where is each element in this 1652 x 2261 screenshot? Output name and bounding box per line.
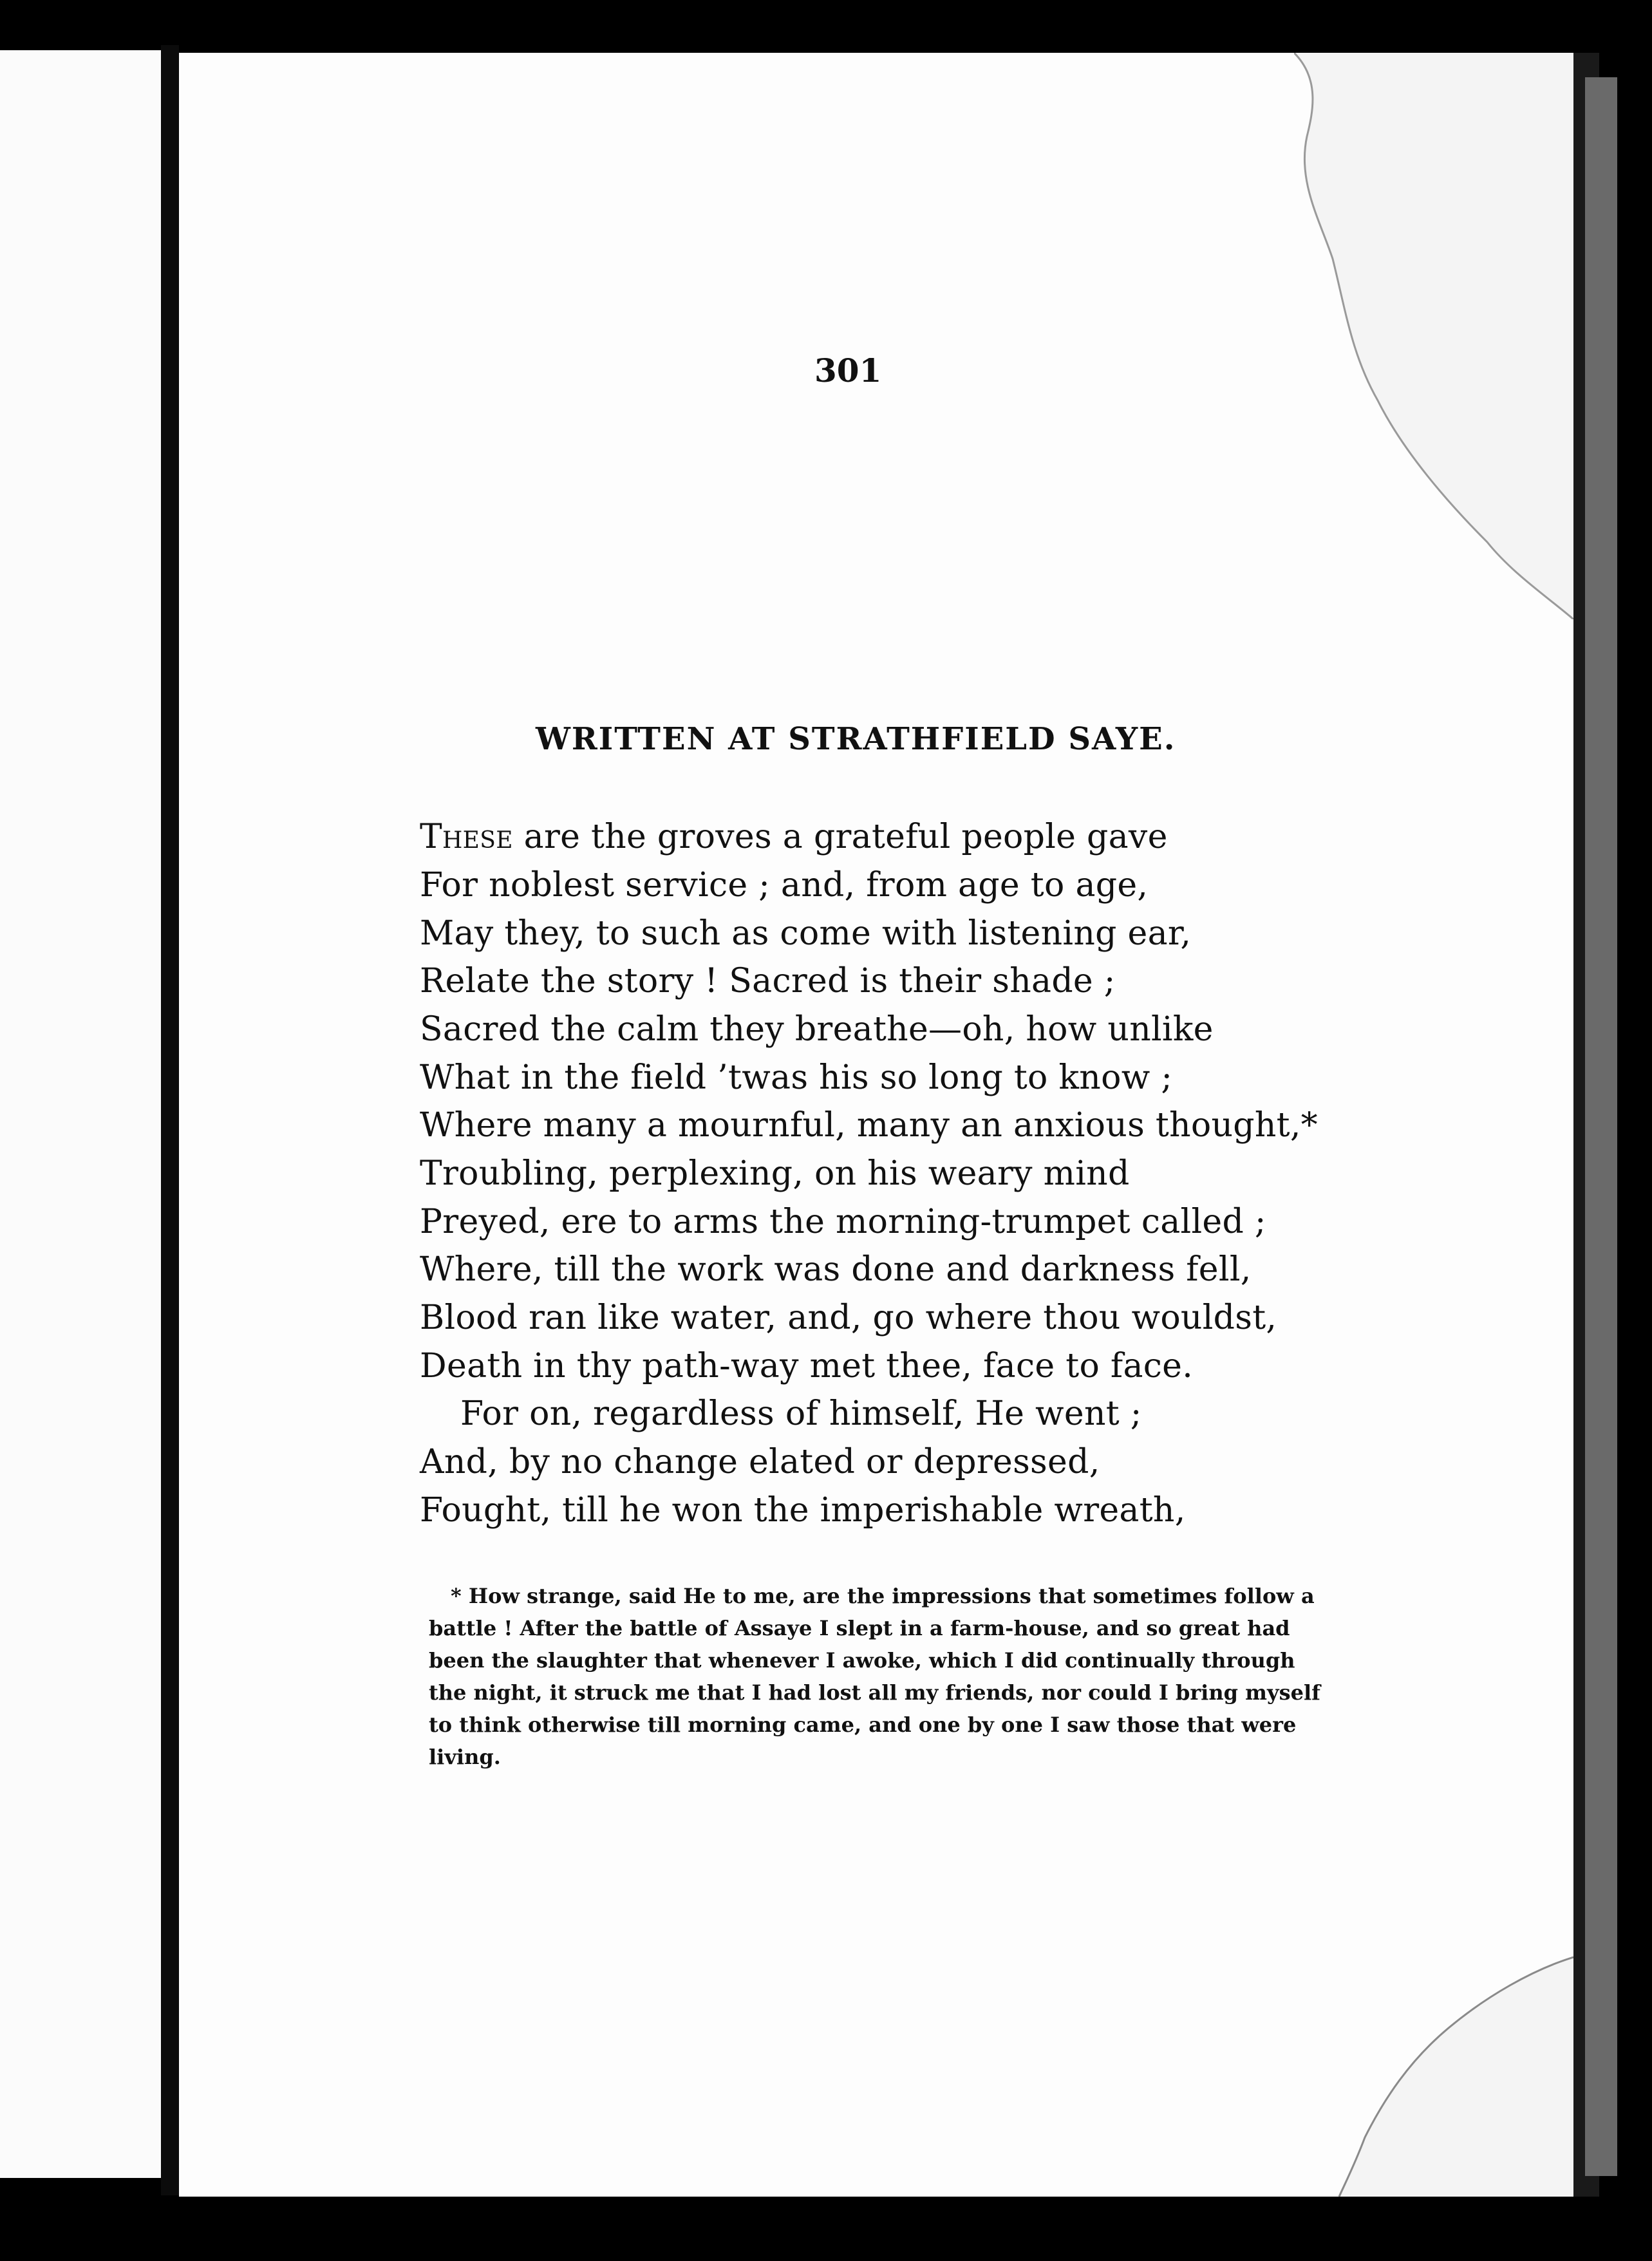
- poem-line: May they, to such as come with listening ear,: [420, 914, 1192, 953]
- book-gutter: [161, 45, 179, 2195]
- footnote-line: living.: [429, 1745, 501, 1769]
- poem-line: Where, till the work was done and darkness fell,: [420, 1250, 1252, 1289]
- poem-line: Relate the story ! Sacred is their shade ;: [420, 962, 1116, 1000]
- poem-first-word: These: [420, 818, 513, 856]
- poem-first-line-rest: are the groves a grateful people gave: [512, 818, 1168, 856]
- poem-line: Blood ran like water, and, go where thou wouldst,: [420, 1299, 1277, 1337]
- poem-line: For noblest service ; and, from age to age,: [420, 866, 1149, 905]
- poem-line: Troubling, perplexing, on his weary mind: [420, 1154, 1130, 1193]
- poem-line: And, by no change elated or depressed,: [420, 1443, 1100, 1481]
- footnote-line: the night, it struck me that I had lost all my friends, nor could I bring myself: [429, 1680, 1320, 1705]
- poem-line: Sacred the calm they breathe—oh, how unlike: [420, 1010, 1214, 1049]
- poem-line-indented: For on, regardless of himself, He went ;: [460, 1394, 1142, 1433]
- poem-line: Fought, till he won the imperishable wreath,: [420, 1491, 1186, 1530]
- poem-line: Where many a mournful, many an anxious thought,*: [420, 1106, 1318, 1145]
- page-number: 301: [814, 352, 882, 389]
- previous-page-edge: [0, 50, 161, 2178]
- footnote-line: * How strange, said He to me, are the impressions that sometimes follow a: [451, 1584, 1315, 1608]
- footnote-line: been the slaughter that whenever I awoke, which I did continually through: [429, 1648, 1295, 1673]
- page-stack-edge: [1585, 77, 1617, 2176]
- poem-title: WRITTEN AT STRATHFIELD SAYE.: [536, 721, 1176, 757]
- footnote-line: to think otherwise till morning came, and one by one I saw those that were: [429, 1712, 1297, 1737]
- poem-line: [420, 818, 1168, 856]
- poem-line: Death in thy path-way met thee, face to face.: [420, 1347, 1194, 1385]
- poem-line: Preyed, ere to arms the morning-trumpet called ;: [420, 1203, 1266, 1241]
- poem-line: What in the field ’twas his so long to know ;: [420, 1058, 1173, 1097]
- footnote-line: battle ! After the battle of Assaye I slept in a farm-house, and so great had: [429, 1616, 1290, 1640]
